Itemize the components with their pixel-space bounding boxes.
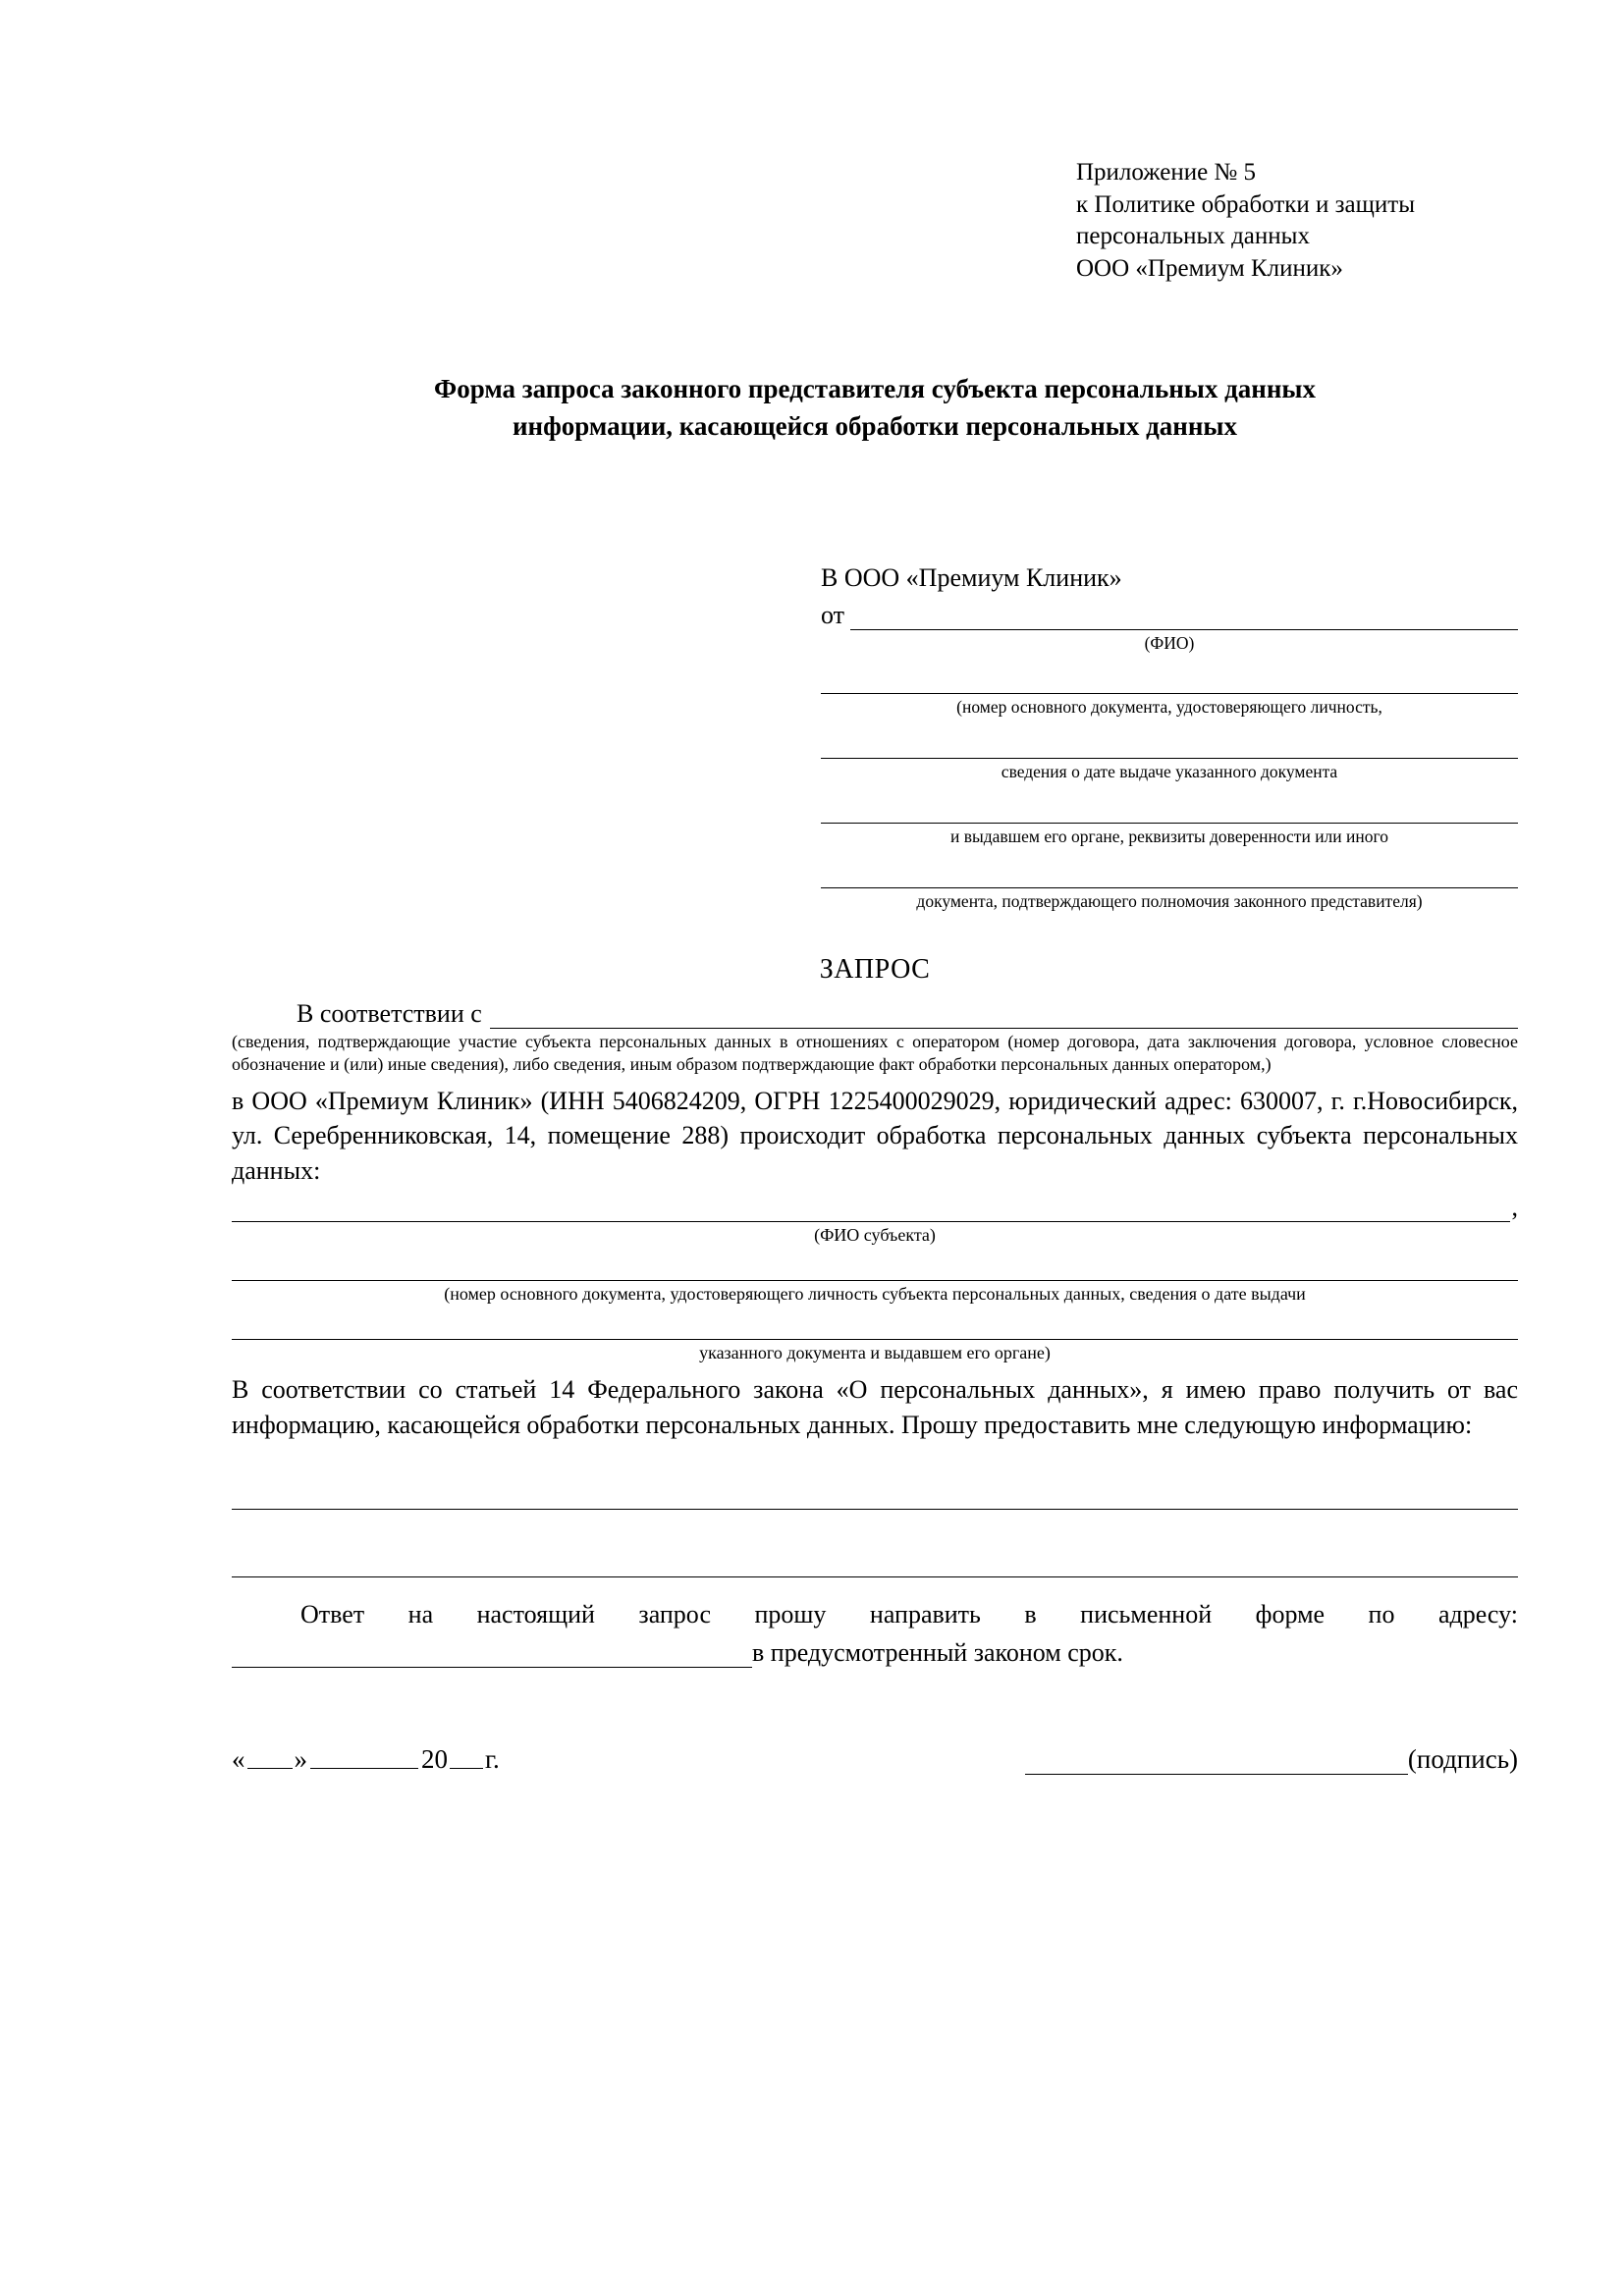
caption-doc-organ: и выдавшем его органе, реквизиты доверенности или иного (949, 827, 1389, 847)
page-title-line-2: информации, касающейся обработки персональных данных (513, 410, 1237, 441)
addressee-block (821, 563, 1518, 913)
date-open-quote: « (232, 1744, 245, 1775)
document-header (1076, 157, 1518, 285)
header-line-2: к Политике обработки и защиты (1076, 190, 1416, 218)
requested-information-area (232, 1475, 1518, 1577)
from-row (821, 601, 1518, 630)
caption-basis: (сведения, подтверждающие участие субъекта персональных данных в отношениях с оператором (номер договора, дата заключения договора, условное словесное обозначение и (или) иные сведения), либо сведения, иным образом подтверждающие факт обработки персональных данных оператором,) (232, 1031, 1518, 1074)
representative-doc-number-input[interactable] (821, 666, 1518, 694)
date-year-blank[interactable] (450, 1767, 483, 1769)
header-line-4: ООО «Премиум Клиник» (1076, 254, 1343, 282)
document-content (232, 157, 1518, 1775)
date-day-blank[interactable] (247, 1767, 293, 1769)
subject-doc-organ-input[interactable] (232, 1306, 1518, 1340)
signature-input[interactable] (1025, 1746, 1408, 1775)
basis-input[interactable] (490, 1002, 1518, 1029)
basis-row (232, 999, 1518, 1029)
basis-label: В соответствии с (297, 998, 482, 1028)
requested-information-line-1[interactable] (232, 1475, 1518, 1510)
caption-fio: (ФИО) (1144, 632, 1195, 653)
page-title-line-1: Форма запроса законного представителя субъекта персональных данных (434, 374, 1316, 403)
caption-subject-doc2: указанного документа и выдавшем его органе) (699, 1343, 1051, 1363)
date-year-prefix: 20 (421, 1744, 448, 1775)
law-paragraph: В соответствии со статьей 14 Федерального закона «О персональных данных», я имею право получить от вас информацию, касающейся обработки персональных данных. Прошу предоставить мне следующую информацию: (232, 1375, 1518, 1439)
addressee-organization: В ООО «Премиум Клиник» (821, 562, 1122, 592)
subject-fio-row (232, 1188, 1518, 1222)
caption-subject-fio: (ФИО субъекта) (814, 1225, 936, 1246)
subject-doc-input[interactable] (232, 1247, 1518, 1281)
request-heading: ЗАПРОС (819, 953, 931, 985)
from-label: от (821, 600, 845, 629)
date-month-blank[interactable] (310, 1767, 418, 1769)
representative-doc-powers-input[interactable] (821, 860, 1518, 888)
from-fio-input[interactable] (850, 604, 1518, 630)
caption-doc-date: сведения о дате выдаче указанного документа (1001, 762, 1338, 782)
page-title (232, 371, 1518, 446)
signature-label: (подпись) (1407, 1744, 1518, 1775)
caption-doc-number: (номер основного документа, удостоверяющего личность, (956, 697, 1382, 718)
signature-row (232, 1744, 1518, 1775)
representative-doc-organ-input[interactable] (821, 795, 1518, 824)
answer-address-row (232, 1637, 1518, 1668)
answer-paragraph: Ответ на настоящий запрос прошу направить в письменной форме по адресу: (300, 1599, 1518, 1629)
answer-address-tail: в предусмотренный законом срок. (752, 1638, 1123, 1668)
date-close-quote: » (294, 1744, 307, 1775)
date-year-suffix: г. (485, 1744, 500, 1775)
subject-fio-input[interactable] (232, 1188, 1510, 1222)
caption-doc-powers: документа, подтверждающего полномочия законного представителя) (916, 891, 1423, 912)
signature-field (782, 1744, 1518, 1775)
date-field[interactable] (232, 1744, 782, 1775)
requested-information-line-2[interactable] (232, 1543, 1518, 1577)
organization-paragraph: в ООО «Премиум Клиник» (ИНН 5406824209, ОГРН 1225400029029, юридический адрес: 630007, г. г.Новосибирск, ул. Серебренниковская, 14, помещение 288) происходит обработка персональных данных субъекта персональных данных: (232, 1087, 1518, 1185)
representative-doc-date-input[interactable] (821, 730, 1518, 759)
header-line-3: персональных данных (1076, 223, 1310, 249)
subject-fio-comma: , (1511, 1193, 1518, 1222)
answer-address-input[interactable] (232, 1637, 752, 1668)
caption-subject-doc: (номер основного документа, удостоверяющего личность субъекта персональных данных, сведения о дате выдачи (444, 1284, 1306, 1305)
header-line-1: Приложение № 5 (1076, 159, 1257, 186)
